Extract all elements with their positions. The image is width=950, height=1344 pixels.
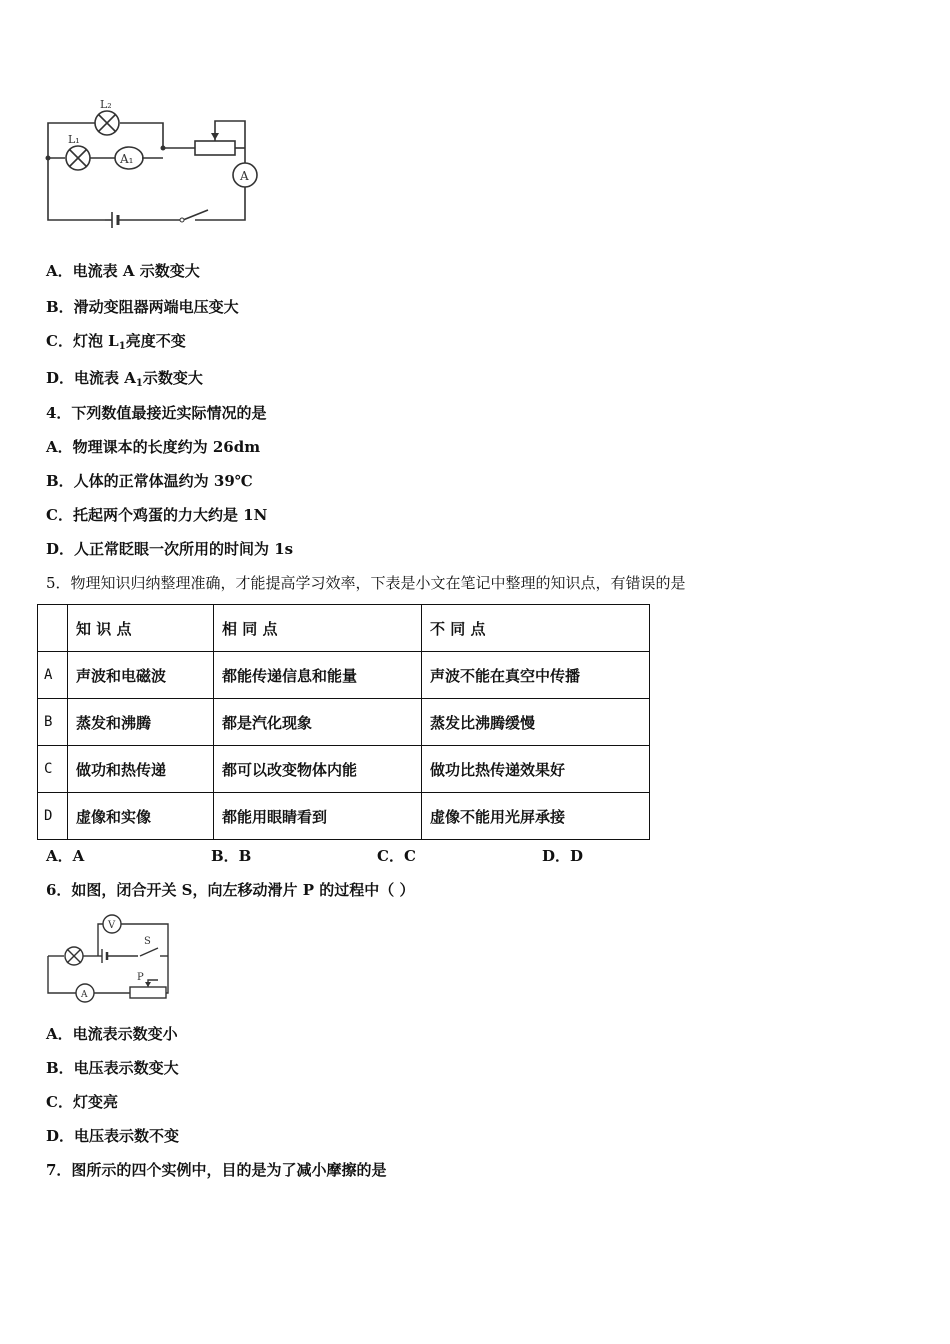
table-cell: 蒸发和沸腾 [68, 699, 214, 746]
table-cell: 做功比热传递效果好 [422, 746, 650, 793]
table-header-cell: 不 同 点 [422, 605, 650, 652]
q4-option-b: B．人体的正常体温约为 39℃ [46, 472, 253, 490]
table-header-cell: 相 同 点 [214, 605, 422, 652]
table-cell: 都能用眼睛看到 [214, 793, 422, 840]
table-cell: 虚像不能用光屏承接 [422, 793, 650, 840]
knowledge-table [37, 604, 650, 840]
q6-stem: 6．如图，闭合开关 S，向左移动滑片 P 的过程中（ ） [46, 881, 415, 899]
label-p: P [137, 972, 144, 983]
table-row [38, 652, 650, 699]
label-a: A [240, 169, 249, 183]
q7-stem: 7．图所示的四个实例中，目的是为了减小摩擦的是 [46, 1161, 387, 1179]
q5-option-d: D．D [542, 847, 584, 865]
table-cell: A [38, 652, 68, 699]
q5-option-b: B．B [211, 847, 252, 865]
label-s: S [144, 936, 151, 947]
table-cell: 声波不能在真空中传播 [422, 652, 650, 699]
table-row [38, 699, 650, 746]
q3-option-b: B．滑动变阻器两端电压变大 [46, 298, 239, 316]
q3-option-c-sub: 1 [118, 341, 126, 352]
q3-option-d-sub: 1 [135, 378, 143, 389]
q5-option-c: C．C [377, 847, 416, 865]
table-row [38, 746, 650, 793]
table-cell: 蒸发比沸腾缓慢 [422, 699, 650, 746]
label-l1: L₁ [68, 133, 80, 146]
q3-option-d [46, 368, 203, 388]
table-cell: C [38, 746, 68, 793]
label-v: V [108, 920, 116, 931]
q6-option-d: D．电压表示数不变 [46, 1127, 180, 1145]
label-l2: L₂ [100, 98, 112, 111]
q3-option-d-post: 示数变大 [142, 369, 203, 387]
q5-option-a: A．A [46, 847, 85, 865]
q5-stem: 5．物理知识归纳整理准确，才能提高学习效率，下表是小文在笔记中整理的知识点，有错误的是 [46, 574, 686, 592]
q3-option-c-post: 亮度不变 [125, 332, 186, 350]
q3-option-c [46, 331, 186, 351]
table-cell: 声波和电磁波 [68, 652, 214, 699]
label-a1: A₁ [120, 152, 134, 166]
table-cell: 都能传递信息和能量 [214, 652, 422, 699]
table-cell: B [38, 699, 68, 746]
q4-option-d: D．人正常眨眼一次所用的时间为 1s [46, 540, 294, 558]
table-header-row [38, 605, 650, 652]
table-cell: 做功和热传递 [68, 746, 214, 793]
circuit-diagram-2 [40, 910, 180, 1005]
q3-option-c-pre: C．灯泡 L [46, 332, 119, 350]
label-a-meter: A [81, 990, 88, 1000]
table-cell: 虚像和实像 [68, 793, 214, 840]
table-cell: 都是汽化现象 [214, 699, 422, 746]
q6-option-c: C．灯变亮 [46, 1093, 118, 1111]
q4-option-a: A．物理课本的长度约为 26dm [46, 438, 261, 456]
table-cell: 都可以改变物体内能 [214, 746, 422, 793]
table-cell: D [38, 793, 68, 840]
table-header-cell: 知 识 点 [68, 605, 214, 652]
q6-option-b: B．电压表示数变大 [46, 1059, 179, 1077]
circuit-diagram-1 [40, 95, 270, 235]
q4-stem: 4．下列数值最接近实际情况的是 [46, 404, 267, 422]
table-header-cell [38, 605, 68, 652]
q3-option-d-pre: D．电流表 A [46, 369, 136, 387]
table-row [38, 793, 650, 840]
q3-option-a: A．电流表 A 示数变大 [46, 262, 200, 280]
q4-option-c: C．托起两个鸡蛋的力大约是 1N [46, 506, 268, 524]
q6-option-a: A．电流表示数变小 [46, 1025, 178, 1043]
